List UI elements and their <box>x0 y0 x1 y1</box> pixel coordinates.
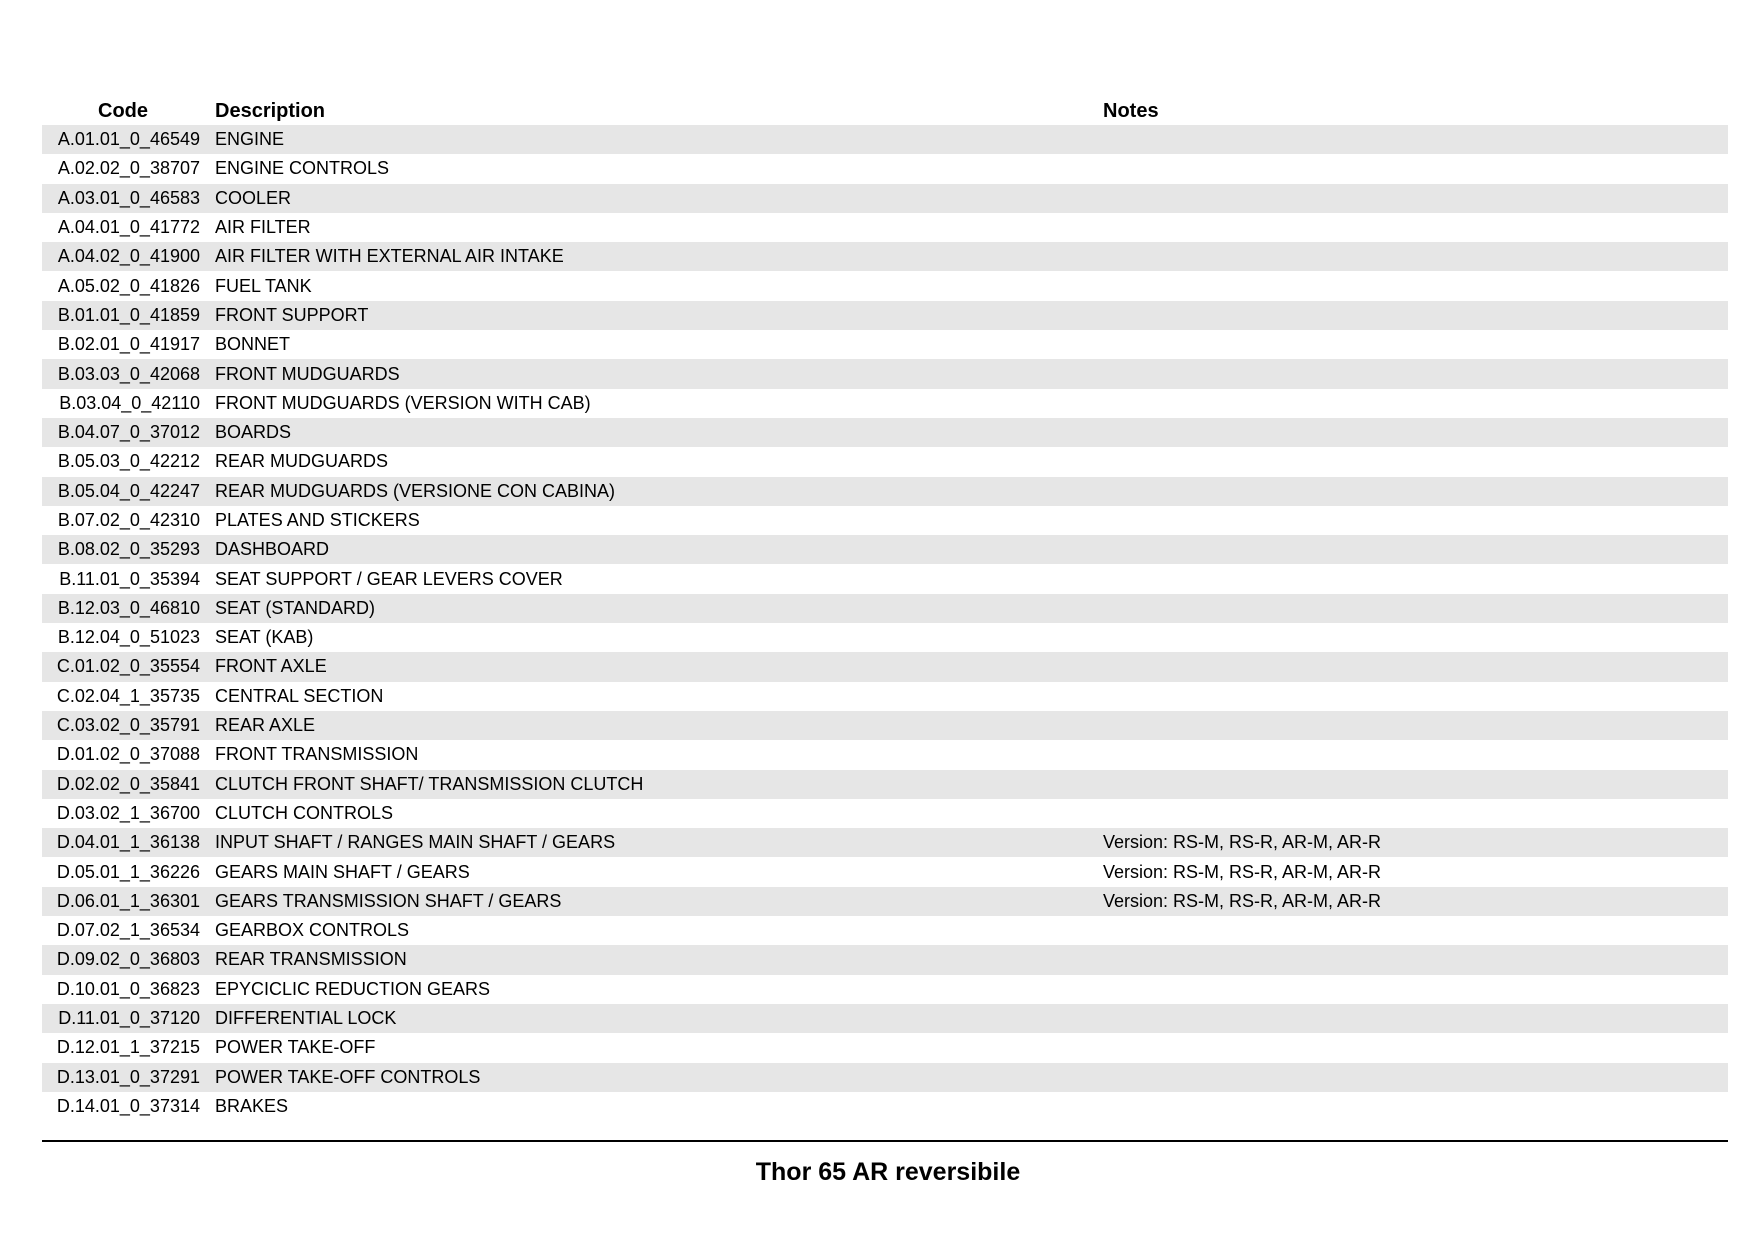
row-notes <box>1103 184 1728 213</box>
row-notes <box>1103 535 1728 564</box>
table-row <box>42 975 1728 1004</box>
row-notes <box>1103 594 1728 623</box>
row-description: EPYCICLIC REDUCTION GEARS <box>204 975 1103 1004</box>
row-description: GEARBOX CONTROLS <box>204 916 1103 945</box>
row-code: C.02.04_1_35735 <box>42 682 204 711</box>
row-notes <box>1103 447 1728 476</box>
row-description: COOLER <box>204 184 1103 213</box>
row-notes <box>1103 359 1728 388</box>
header-code: Code <box>98 100 148 122</box>
row-code: D.02.02_0_35841 <box>42 770 204 799</box>
row-description: GEARS TRANSMISSION SHAFT / GEARS <box>204 887 1103 916</box>
row-description: BONNET <box>204 330 1103 359</box>
row-code: A.03.01_0_46583 <box>42 184 204 213</box>
table-row <box>42 828 1728 857</box>
row-code: D.13.01_0_37291 <box>42 1063 204 1092</box>
row-code: B.04.07_0_37012 <box>42 418 204 447</box>
row-notes <box>1103 1063 1728 1092</box>
row-notes: Version: RS-M, RS-R, AR-M, AR-R <box>1103 828 1728 857</box>
row-description: AIR FILTER WITH EXTERNAL AIR INTAKE <box>204 242 1103 271</box>
table-row <box>42 271 1728 300</box>
table-row <box>42 1004 1728 1033</box>
table-body <box>42 125 1728 1121</box>
row-notes <box>1103 740 1728 769</box>
row-notes <box>1103 1033 1728 1062</box>
row-notes <box>1103 564 1728 593</box>
row-code: B.12.03_0_46810 <box>42 594 204 623</box>
row-code: A.05.02_0_41826 <box>42 271 204 300</box>
row-notes <box>1103 418 1728 447</box>
row-description: REAR MUDGUARDS (VERSIONE CON CABINA) <box>204 477 1103 506</box>
row-code: C.03.02_0_35791 <box>42 711 204 740</box>
row-notes <box>1103 711 1728 740</box>
row-code: B.05.04_0_42247 <box>42 477 204 506</box>
row-notes <box>1103 389 1728 418</box>
row-code: D.10.01_0_36823 <box>42 975 204 1004</box>
table-row <box>42 477 1728 506</box>
row-description: CLUTCH FRONT SHAFT/ TRANSMISSION CLUTCH <box>204 770 1103 799</box>
row-code: D.01.02_0_37088 <box>42 740 204 769</box>
row-description: SEAT (KAB) <box>204 623 1103 652</box>
row-notes <box>1103 213 1728 242</box>
table-row <box>42 682 1728 711</box>
header-notes: Notes <box>1103 100 1159 122</box>
row-notes <box>1103 652 1728 681</box>
table-row <box>42 1092 1728 1121</box>
row-description: DASHBOARD <box>204 535 1103 564</box>
row-code: D.09.02_0_36803 <box>42 945 204 974</box>
row-code: D.05.01_1_36226 <box>42 857 204 886</box>
row-description: FRONT MUDGUARDS <box>204 359 1103 388</box>
table-row <box>42 242 1728 271</box>
row-notes <box>1103 1092 1728 1121</box>
row-code: C.01.02_0_35554 <box>42 652 204 681</box>
table-row <box>42 506 1728 535</box>
table-row <box>42 359 1728 388</box>
table-row <box>42 418 1728 447</box>
row-description: SEAT (STANDARD) <box>204 594 1103 623</box>
row-description: FRONT TRANSMISSION <box>204 740 1103 769</box>
row-notes <box>1103 154 1728 183</box>
row-code: D.12.01_1_37215 <box>42 1033 204 1062</box>
table-row <box>42 389 1728 418</box>
row-code: B.08.02_0_35293 <box>42 535 204 564</box>
table-row <box>42 740 1728 769</box>
header-description: Description <box>215 100 326 122</box>
row-description: ENGINE <box>204 125 1103 154</box>
table-row <box>42 125 1728 154</box>
table-row <box>42 770 1728 799</box>
row-code: B.01.01_0_41859 <box>42 301 204 330</box>
row-notes: Version: RS-M, RS-R, AR-M, AR-R <box>1103 857 1728 886</box>
row-notes <box>1103 1004 1728 1033</box>
parts-index-table <box>42 93 1728 1121</box>
table-row <box>42 711 1728 740</box>
row-notes <box>1103 799 1728 828</box>
row-notes <box>1103 242 1728 271</box>
table-row <box>42 945 1728 974</box>
table-row <box>42 652 1728 681</box>
row-notes <box>1103 271 1728 300</box>
footer-divider <box>42 1140 1728 1142</box>
row-notes <box>1103 916 1728 945</box>
table-row <box>42 184 1728 213</box>
row-description: REAR MUDGUARDS <box>204 447 1103 476</box>
row-description: INPUT SHAFT / RANGES MAIN SHAFT / GEARS <box>204 828 1103 857</box>
row-notes: Version: RS-M, RS-R, AR-M, AR-R <box>1103 887 1728 916</box>
row-notes <box>1103 623 1728 652</box>
row-code: A.02.02_0_38707 <box>42 154 204 183</box>
table-row <box>42 594 1728 623</box>
row-description: BRAKES <box>204 1092 1103 1121</box>
row-description: FRONT MUDGUARDS (VERSION WITH CAB) <box>204 389 1103 418</box>
table-header-row <box>42 93 1728 125</box>
row-description: REAR AXLE <box>204 711 1103 740</box>
table-row <box>42 447 1728 476</box>
row-code: B.12.04_0_51023 <box>42 623 204 652</box>
row-description: AIR FILTER <box>204 213 1103 242</box>
table-row <box>42 564 1728 593</box>
row-notes <box>1103 301 1728 330</box>
row-code: B.11.01_0_35394 <box>42 564 204 593</box>
table-row <box>42 1033 1728 1062</box>
row-description: DIFFERENTIAL LOCK <box>204 1004 1103 1033</box>
table-row <box>42 535 1728 564</box>
row-description: CENTRAL SECTION <box>204 682 1103 711</box>
row-code: B.03.04_0_42110 <box>42 389 204 418</box>
row-description: SEAT SUPPORT / GEAR LEVERS COVER <box>204 564 1103 593</box>
row-code: D.04.01_1_36138 <box>42 828 204 857</box>
row-code: D.07.02_1_36534 <box>42 916 204 945</box>
row-description: GEARS MAIN SHAFT / GEARS <box>204 857 1103 886</box>
row-notes <box>1103 945 1728 974</box>
row-description: POWER TAKE-OFF <box>204 1033 1103 1062</box>
row-notes <box>1103 125 1728 154</box>
row-code: A.04.02_0_41900 <box>42 242 204 271</box>
table-row <box>42 213 1728 242</box>
row-description: FUEL TANK <box>204 271 1103 300</box>
row-code: A.01.01_0_46549 <box>42 125 204 154</box>
row-code: A.04.01_0_41772 <box>42 213 204 242</box>
row-code: D.11.01_0_37120 <box>42 1004 204 1033</box>
row-code: B.02.01_0_41917 <box>42 330 204 359</box>
table-row <box>42 330 1728 359</box>
table-row <box>42 799 1728 828</box>
row-code: B.05.03_0_42212 <box>42 447 204 476</box>
row-code: D.03.02_1_36700 <box>42 799 204 828</box>
row-description: ENGINE CONTROLS <box>204 154 1103 183</box>
row-notes <box>1103 330 1728 359</box>
row-notes <box>1103 770 1728 799</box>
row-description: FRONT SUPPORT <box>204 301 1103 330</box>
row-notes <box>1103 682 1728 711</box>
footer-title: Thor 65 AR reversibile <box>755 1158 1021 1186</box>
row-description: REAR TRANSMISSION <box>204 945 1103 974</box>
row-description: PLATES AND STICKERS <box>204 506 1103 535</box>
table-row <box>42 301 1728 330</box>
row-notes <box>1103 506 1728 535</box>
row-description: FRONT AXLE <box>204 652 1103 681</box>
table-row <box>42 887 1728 916</box>
row-description: BOARDS <box>204 418 1103 447</box>
row-description: CLUTCH CONTROLS <box>204 799 1103 828</box>
row-notes <box>1103 477 1728 506</box>
row-code: B.07.02_0_42310 <box>42 506 204 535</box>
row-code: B.03.03_0_42068 <box>42 359 204 388</box>
row-notes <box>1103 975 1728 1004</box>
table-row <box>42 857 1728 886</box>
row-description: POWER TAKE-OFF CONTROLS <box>204 1063 1103 1092</box>
table-row <box>42 154 1728 183</box>
row-code: D.06.01_1_36301 <box>42 887 204 916</box>
table-row <box>42 623 1728 652</box>
table-row <box>42 916 1728 945</box>
table-row <box>42 1063 1728 1092</box>
row-code: D.14.01_0_37314 <box>42 1092 204 1121</box>
